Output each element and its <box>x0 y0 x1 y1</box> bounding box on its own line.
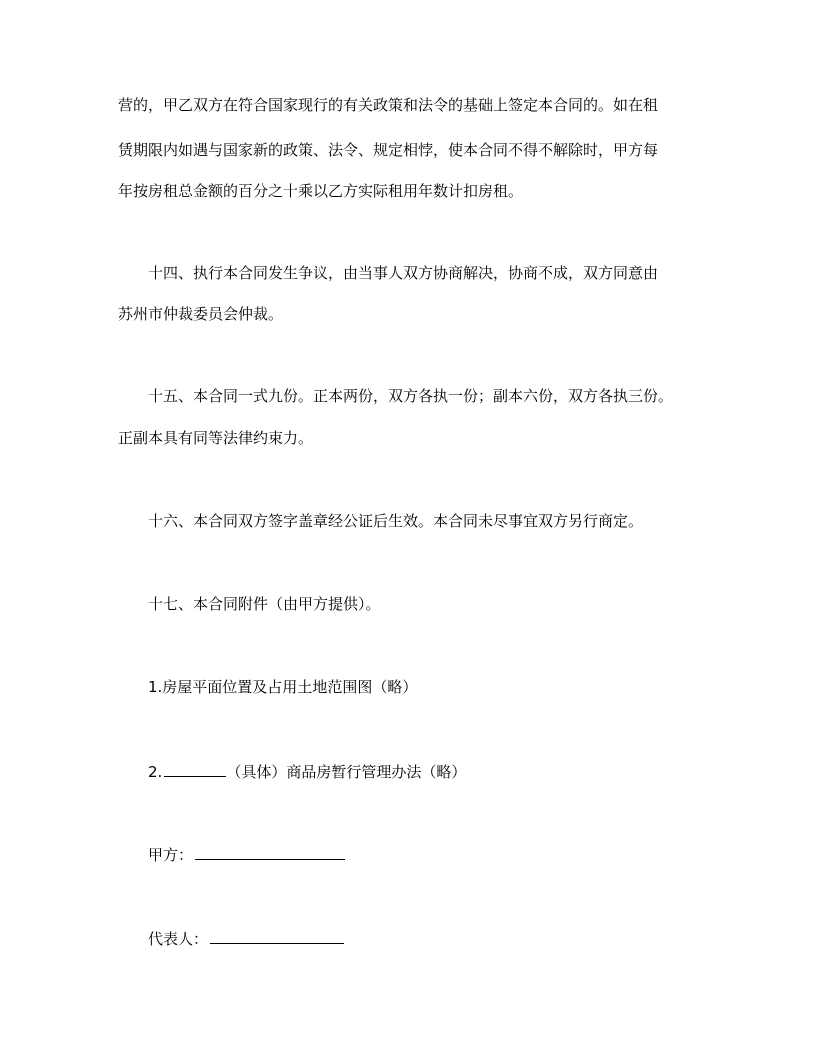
party-a-label: 甲方： <box>148 846 194 864</box>
party-a-blank-line <box>195 843 345 860</box>
clause-17-line-1: 十七、本合同附件（由甲方提供）。 <box>148 595 381 613</box>
representative-blank-line <box>210 927 344 944</box>
clause-13-line-1: 营的，甲乙双方在符合国家现行的有关政策和法令的基础上签定本合同的。如在租 <box>118 96 659 114</box>
attachment-item-2-number: 2. <box>148 763 163 781</box>
attachment-item-2 <box>148 760 466 780</box>
clause-14-line-1: 十四、执行本合同发生争议，由当事人双方协商解决，协商不成，双方同意由 <box>148 264 659 282</box>
clause-16-line-1: 十六、本合同双方签字盖章经公证后生效。本合同未尽事宜双方另行商定。 <box>148 512 644 530</box>
clause-13-line-3: 年按房租总金额的百分之十乘以乙方实际租用年数计扣房租。 <box>118 182 524 200</box>
clause-15-line-2: 正副本具有同等法律约束力。 <box>118 429 314 447</box>
representative-signature <box>148 927 344 947</box>
representative-label: 代表人： <box>148 930 209 948</box>
clause-14-line-2: 苏州市仲裁委员会仲裁。 <box>118 305 284 323</box>
attachment-blank-line <box>164 760 226 777</box>
clause-13-line-2: 赁期限内如遇与国家新的政策、法令、规定相悖，使本合同不得不解除时，甲方每 <box>118 141 659 159</box>
clause-15-line-1: 十五、本合同一式九份。正本两份，双方各执一份；副本六份，双方各执三份。 <box>148 387 674 405</box>
attachment-item-2-text: （具体）商品房暂行管理办法（略） <box>226 763 467 781</box>
attachment-item-1: 1.房屋平面位置及占用土地范围图（略） <box>148 678 418 696</box>
party-a-signature <box>148 843 345 863</box>
